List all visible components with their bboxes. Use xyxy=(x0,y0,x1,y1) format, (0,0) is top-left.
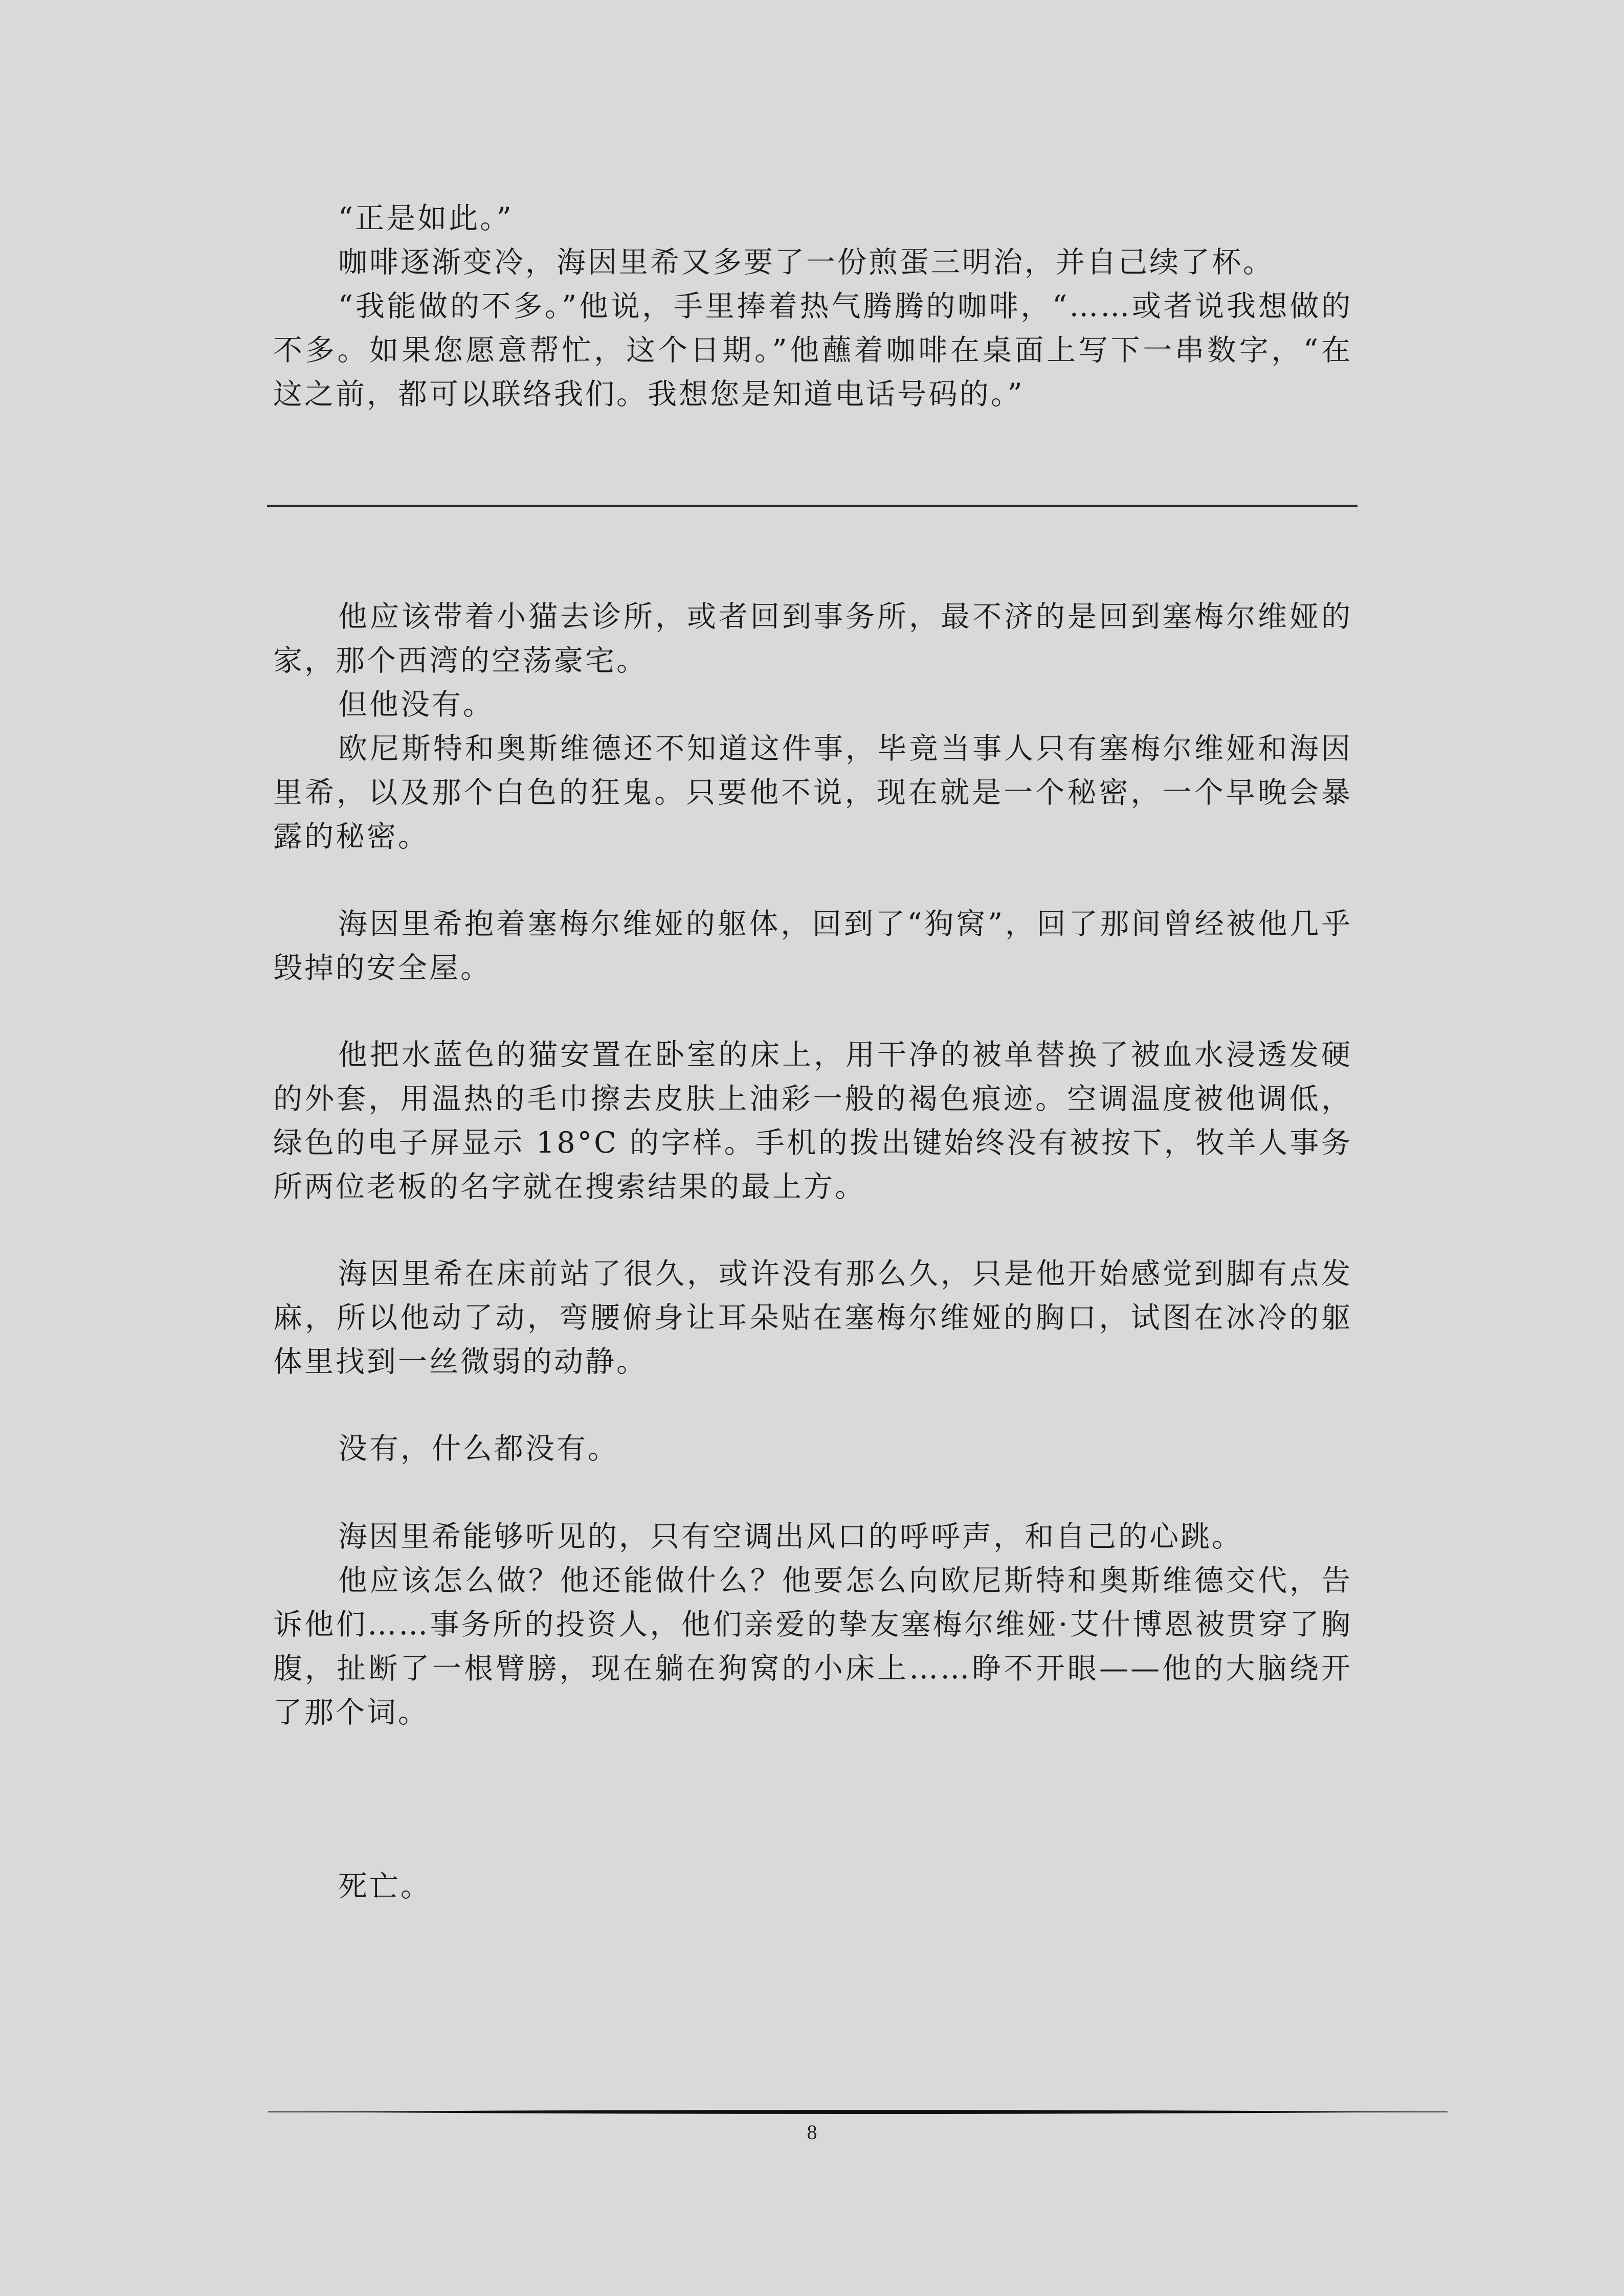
paragraph-2-4: 海因里希抱着塞梅尔维娅的躯体，回到了“狗窝”，回了那间曾经被他几乎毁掉的安全屋。 xyxy=(273,907,1352,985)
paragraph-2-6: 海因里希在床前站了很久，或许没有那么久，只是他开始感觉到脚有点发麻，所以他动了动，弯腰俯身让耳朵贴在塞梅尔维娅的胸口，试图在冰冷的躯体里找到一丝微弱的动静。 xyxy=(273,1257,1352,1379)
paragraph-1-1: “正是如此。” xyxy=(338,201,514,235)
paragraph-2-3: 欧尼斯特和奥斯维德还不知道这件事，毕竟当事人只有塞梅尔维娅和海因里希，以及那个白色的狂鬼。只要他不说，现在就是一个秘密，一个早晚会暴露的秘密。 xyxy=(273,732,1352,853)
paragraph-2-7: 没有，什么都没有。 xyxy=(338,1432,619,1466)
paragraph-2-1: 他应该带着小猫去诊所，或者回到事务所，最不济的是回到塞梅尔维娅的家，那个西湾的空荡豪宅。 xyxy=(273,600,1352,678)
paragraph-2-9: 他应该怎么做？他还能做什么？他要怎么向欧尼斯特和奥斯维德交代，告诉他们……事务所的投资人，他们亲爱的挚友塞梅尔维娅·艾什博恩被贯穿了胸腹，扯断了一根臂膀，现在躺在狗窝的小床上……睁不开眼——他的大脑绕开了那个词。 xyxy=(273,1564,1352,1729)
paragraph-2-10: 死亡。 xyxy=(338,1870,432,1903)
paragraph-2-2: 但他没有。 xyxy=(338,688,494,722)
paragraph-2-5: 他把水蓝色的猫安置在卧室的床上，用干净的被单替换了被血水浸透发硬的外套，用温热的毛巾擦去皮肤上油彩一般的褐色痕迹。空调温度被他调低，绿色的电子屏显示 18°C 的字样。手机的拨出键始终没有被按下，牧羊人事务所两位老板的名字就在搜索结果的最上方。 xyxy=(273,1038,1352,1204)
paragraph-2-8: 海因里希能够听见的，只有空调出风口的呼呼声，和自己的心跳。 xyxy=(338,1520,1243,1554)
paragraph-1-3: “我能做的不多。”他说，手里捧着热气腾腾的咖啡，“……或者说我想做的不多。如果您愿意帮忙，这个日期。”他蘸着咖啡在桌面上写下一串数字，“在这之前，都可以联络我们。我想您是知道电话号码的。” xyxy=(273,289,1352,411)
page-number: 8 xyxy=(807,2121,817,2144)
section-divider xyxy=(267,505,1358,507)
footer-rule xyxy=(268,2106,1448,2118)
paragraph-1-2: 咖啡逐渐变冷，海因里希又多要了一份煎蛋三明治，并自己续了杯。 xyxy=(338,245,1274,279)
